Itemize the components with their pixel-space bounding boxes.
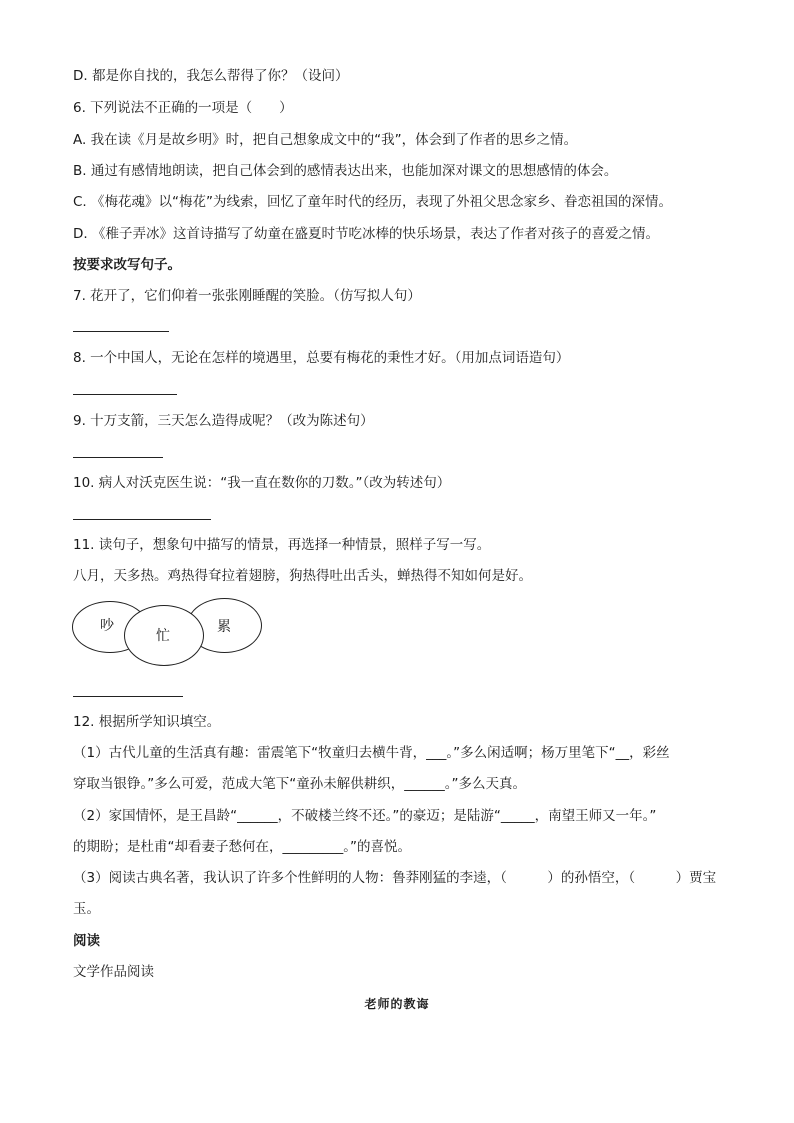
q11-example: 八月，天多热。鸡热得耷拉着翅膀，狗热得吐出舌头，蝉热得不知如何是好。 — [73, 568, 532, 584]
q12-part1-line1: （1）古代儿童的生活真有趣：雷震笔下“牧童归去横牛背，___。”多么闲适啊；杨万里笔下“__，彩丝 — [73, 745, 670, 761]
q8-answer-line[interactable] — [73, 394, 177, 395]
q12-stem: 12. 根据所学知识填空。 — [73, 714, 221, 730]
section-heading-rewrite: 按要求改写句子。 — [73, 257, 181, 273]
q7-answer-line[interactable] — [73, 331, 169, 332]
q12-part3-line2: 玉。 — [73, 901, 100, 917]
circle-label-lei: 累 — [217, 619, 231, 635]
q12-part2-line1: （2）家国情怀，是王昌龄“______，不破楼兰终不还。”的豪迈；是陆游“_____，南望王师又一年。” — [73, 808, 657, 824]
q12-part3-line1: （3）阅读古典名著，我认识了许多个性鲜明的人物：鲁莽刚猛的李逵，（ ）的孙悟空，（ ）贾宝 — [73, 870, 717, 886]
q5-option-d: D. 都是你自找的，我怎么帮得了你？（设问） — [73, 68, 349, 84]
subsection-literature: 文学作品阅读 — [73, 964, 154, 980]
q9-text: 9. 十万支箭，三天怎么造得成呢？（改为陈述句） — [73, 413, 374, 429]
q9-answer-line[interactable] — [73, 457, 163, 458]
q10-text: 10. 病人对沃克医生说：“我一直在数你的刀数。”（改为转述句） — [73, 475, 451, 491]
q6-option-c: C. 《梅花魂》以“梅花”为线索，回忆了童年时代的经历，表现了外祖父思念家乡、眷恋祖国的深情。 — [73, 194, 672, 210]
article-title: 老师的教诲 — [364, 997, 430, 1011]
q8-text: 8. 一个中国人，无论在怎样的境遇里，总要有梅花的秉性才好。（用加点词语造句） — [73, 350, 570, 366]
q6-option-b: B. 通过有感情地朗读，把自己体会到的感情表达出来，也能加深对课文的思想感情的体会。 — [73, 163, 618, 179]
q7-text: 7. 花开了，它们仰着一张张刚睡醒的笑脸。（仿写拟人句） — [73, 288, 421, 304]
circle-label-chao: 吵 — [100, 618, 114, 634]
q11-answer-line[interactable] — [73, 696, 183, 697]
q6-option-a: A. 我在读《月是故乡明》时，把自己想象成文中的“我”，体会到了作者的思乡之情。 — [73, 132, 578, 148]
q10-answer-line[interactable] — [73, 519, 211, 520]
q12-part2-line2: 的期盼；是杜甫“却看妻子愁何在，_________。”的喜悦。 — [73, 839, 411, 855]
section-heading-reading: 阅读 — [73, 933, 100, 949]
q11-stem: 11. 读句子，想象句中描写的情景，再选择一种情景，照样子写一写。 — [73, 537, 491, 553]
circle-label-mang: 忙 — [156, 628, 170, 644]
q6-stem: 6. 下列说法不正确的一项是（ ） — [73, 100, 293, 116]
q12-part1-line2: 穿取当银铮。”多么可爱，范成大笔下“童孙未解供耕织，______。”多么天真。 — [73, 776, 526, 792]
q6-option-d: D. 《稚子弄冰》这首诗描写了幼童在盛夏时节吃冰棒的快乐场景，表达了作者对孩子的喜爱之情。 — [73, 226, 659, 242]
